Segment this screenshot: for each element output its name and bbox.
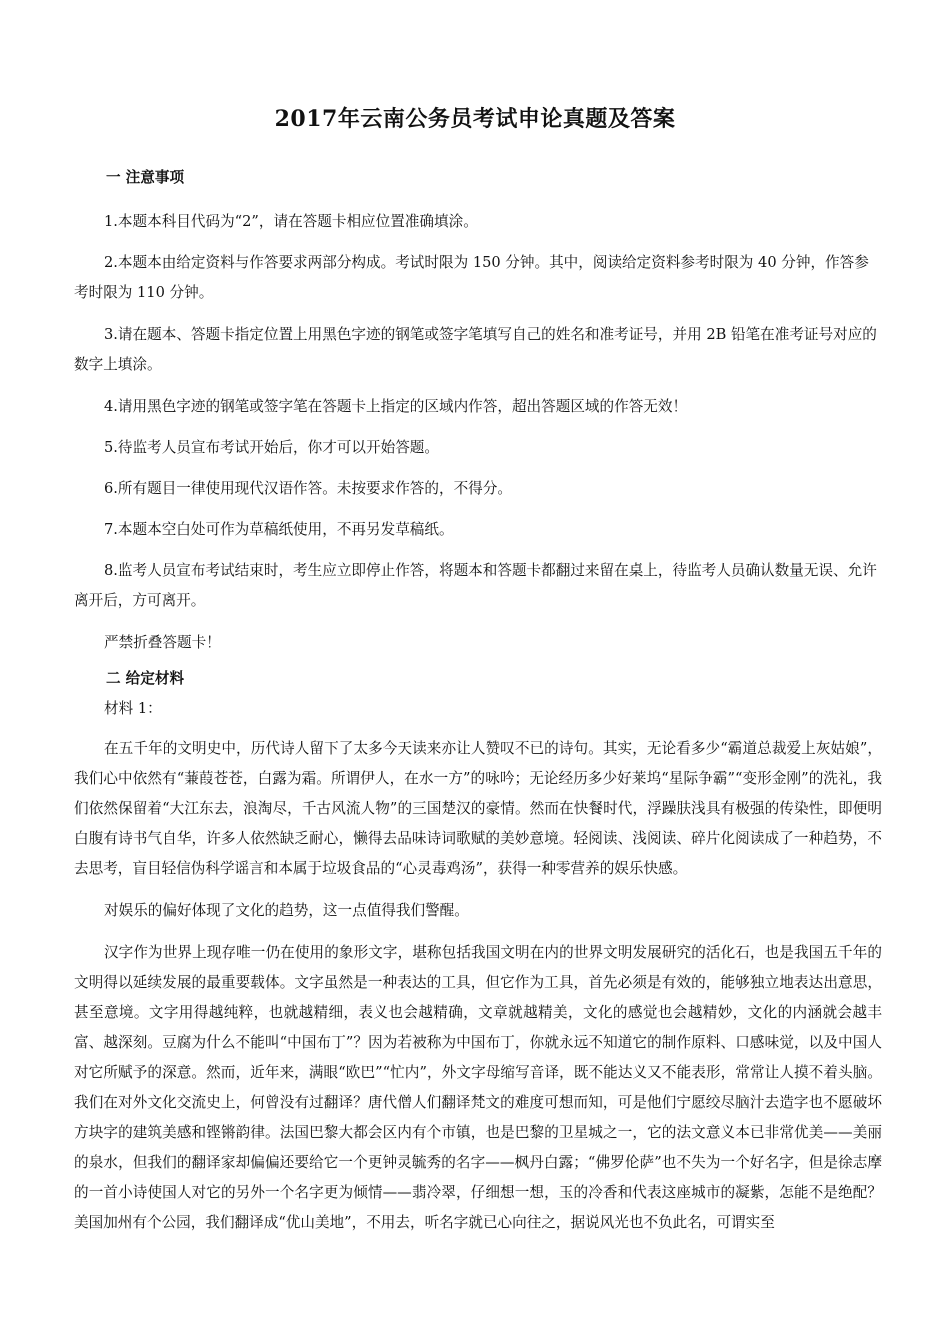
note-item-1: 1.本题本科目代码为“2”，请在答题卡相应位置准确填涂。 (104, 213, 478, 230)
material-paragraph-2: 对娱乐的偏好体现了文化的趋势，这一点值得我们警醒。 (104, 902, 469, 919)
no-fold-notice: 严禁折叠答题卡！ (104, 634, 221, 651)
note-item-6: 6.所有题目一律使用现代汉语作答。未按要求作答的，不得分。 (104, 480, 512, 497)
note-item-5: 5.待监考人员宣布考试开始后，你才可以开始答题。 (104, 439, 439, 456)
section-heading-materials: 二 给定材料 (106, 670, 185, 687)
note-item-7: 7.本题本空白处可作为草稿纸使用，不再另发草稿纸。 (104, 521, 454, 538)
note-item-3: 3.请在题本、答题卡指定位置上用黑色字迹的钢笔或签字笔填写自己的姓名和准考证号，并用 2B 铅笔在准考证号对应的数字上填涂。 (74, 326, 877, 373)
note-item-4: 4.请用黑色字迹的钢笔或签字笔在答题卡上指定的区域内作答，超出答题区域的作答无效！ (104, 398, 688, 415)
note-item-2: 2.本题本由给定资料与作答要求两部分构成。考试时限为 150 分钟。其中，阅读给定资料参考时限为 40 分钟，作答参考时限为 110 分钟。 (74, 254, 869, 301)
document-body (74, 163, 882, 1250)
document-title: 2017年云南公务员考试申论真题及答案 (274, 106, 676, 132)
material-paragraph-3: 汉字作为世界上现存唯一仍在使用的象形文字，堪称包括我国文明在内的世界文明发展研究的活化石，也是我国五千年的文明得以延续发展的最重要载体。文字虽然是一种表达的工具，但它作为工具，首先必须是有效的，能够独立地表达出意思，甚至意境。文字用得越纯粹，也就越精细，表义也会越精确，文章就越精美，文化的感觉也会越精妙，文化的内涵就会越丰富、越深刻。豆腐为什么不能叫“中国布丁”？因为若被称为中国布丁，你就永远不知道它的制作原料、口感味觉，以及中国人对它所赋予的深意。然而，近年来，满眼“欧巴”“忙内”，外文字母缩写音译，既不能达义又不能表形，常常让人摸不着头脑。我们在对外文化交流史上，何曾没有过翻译？唐代僧人们翻译梵文的难度可想而知，可是他们宁愿绞尽脑汁去造字也不愿破坏方块字的建筑美感和铿锵韵律。法国巴黎大都会区内有个市镇，也是巴黎的卫星城之一，它的法文意义本已非常优美——美丽的泉水，但我们的翻译家却偏偏还要给它一个更钟灵毓秀的名字——枫丹白露；“佛罗伦萨”也不失为一个好名字，但是徐志摩的一首小诗使国人对它的另外一个名字更为倾情——翡冷翠，仔细想一想，玉的冷香和代表这座城市的凝紫，怎能不是绝配？美国加州有个公园，我们翻译成“优山美地”，不用去，听名字就已心向往之，据说风光也不负此名，可谓实至 (74, 944, 882, 1231)
note-item-8: 8.监考人员宣布考试结束时，考生应立即停止作答，将题本和答题卡都翻过来留在桌上，待监考人员确认数量无误、允许离开后，方可离开。 (74, 562, 877, 609)
section-heading-notes: 一 注意事项 (106, 169, 185, 186)
material-label: 材料 1： (104, 700, 162, 717)
material-paragraph-1: 在五千年的文明史中，历代诗人留下了太多今天读来亦让人赞叹不已的诗句。其实，无论看多少“霸道总裁爱上灰姑娘”，我们心中依然有“蒹葭苍苍，白露为霜。所谓伊人，在水一方”的咏吟；无论经历多少好莱坞“星际争霸”“变形金刚”的洗礼，我们依然保留着“大江东去，浪淘尽，千古风流人物”的三国楚汉的豪情。然而在快餐时代，浮躁肤浅具有极强的传染性，即便明白腹有诗书气自华，许多人依然缺乏耐心，懒得去品味诗词歌赋的美妙意境。轻阅读、浅阅读、碎片化阅读成了一种趋势，不去思考，盲目轻信伪科学谣言和本属于垃圾食品的“心灵毒鸡汤”，获得一种零营养的娱乐快感。 (74, 740, 882, 877)
